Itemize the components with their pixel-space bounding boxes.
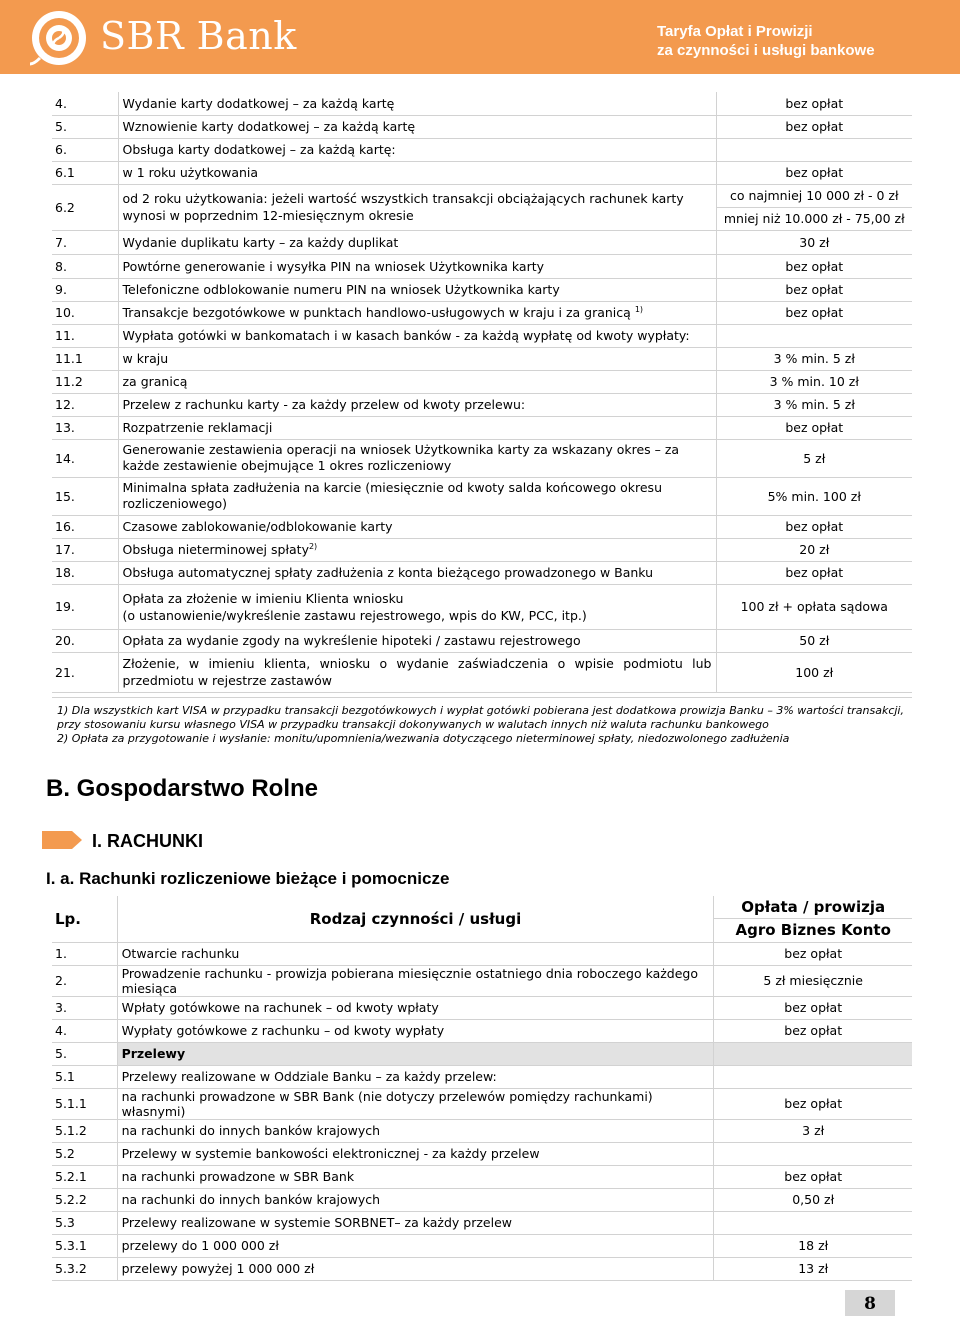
- row-fee: bez opłat: [716, 115, 912, 138]
- row-description: Przelewy realizowane w systemie SORBNET– za każdy przelew: [117, 1211, 714, 1234]
- table-row: [52, 1088, 912, 1119]
- row-fee: [714, 1211, 912, 1234]
- row-description: w kraju: [118, 347, 716, 370]
- row-number: 13.: [52, 416, 118, 439]
- table-row: [52, 1119, 912, 1142]
- row-description: Powtórne generowanie i wysyłka PIN na wniosek Użytkownika karty: [118, 254, 716, 278]
- table-row: [52, 92, 912, 115]
- table-row: [52, 1042, 912, 1065]
- row-description: Złożenie, w imieniu klienta, wniosku o wydanie zaświadczenia o wpisie podmiotu lub przedmiotu w rejestrze zastawów: [118, 652, 716, 692]
- row-number: 5.2.2: [52, 1188, 117, 1211]
- row-number: 5.1.1: [52, 1088, 117, 1119]
- row-fee: 50 zł: [716, 629, 912, 652]
- row-fee: 20 zł: [716, 538, 912, 561]
- row-number: 3.: [52, 996, 117, 1019]
- card-fees-table: [52, 92, 912, 693]
- row-fee-option-1: co najmniej 10 000 zł - 0 zł: [717, 185, 913, 208]
- row-number: 12.: [52, 393, 118, 416]
- table-header-row: [52, 896, 912, 942]
- table-row: [52, 230, 912, 254]
- row-fee: bez opłat: [716, 515, 912, 538]
- table-row: [52, 629, 912, 652]
- footnote-divider: [52, 697, 912, 698]
- table-row: [52, 1065, 912, 1088]
- row-description: Obsługa automatycznej spłaty zadłużenia z konta bieżącego prowadzonego w Banku: [118, 561, 716, 584]
- row-fee: 3 zł: [714, 1119, 912, 1142]
- table-row: [52, 184, 912, 230]
- row-number: 8.: [52, 254, 118, 278]
- row-number: 5.2.1: [52, 1165, 117, 1188]
- row-fee: [714, 1065, 912, 1088]
- row-fee: bez opłat: [716, 278, 912, 301]
- row-description: Minimalna spłata zadłużenia na karcie (miesięcznie od kwoty salda końcowego okresu rozliczeniowego): [118, 477, 716, 515]
- row-description: Przelewy w systemie bankowości elektronicznej - za każdy przelew: [117, 1142, 714, 1165]
- row-fee: 100 zł + opłata sądowa: [716, 584, 912, 629]
- table-row: [52, 1019, 912, 1042]
- table-row: [52, 965, 912, 996]
- row-number: 5.: [52, 1042, 117, 1065]
- row-fee: 100 zł: [716, 652, 912, 692]
- row-fee: 3 % min. 5 zł: [716, 347, 912, 370]
- row-number: 17.: [52, 538, 118, 561]
- row-description: za granicą: [118, 370, 716, 393]
- header-fee-title: Opłata / prowizja: [714, 896, 912, 919]
- table-row: [52, 477, 912, 515]
- table-row: [52, 1165, 912, 1188]
- row-fee: [716, 324, 912, 347]
- row-number: 5.: [52, 115, 118, 138]
- row-number: 6.2: [52, 184, 118, 230]
- row-fee: 0,50 zł: [714, 1188, 912, 1211]
- table-row: [52, 515, 912, 538]
- table-row: [52, 393, 912, 416]
- header-title-line1: Taryfa Opłat i Prowizji: [657, 23, 813, 40]
- footnotes: [57, 704, 917, 746]
- row-number: 4.: [52, 92, 118, 115]
- row-description-text: Obsługa nieterminowej spłaty: [122, 542, 309, 558]
- row-description: Obsługa karty dodatkowej – za każdą kartę:: [118, 138, 716, 161]
- row-fee: bez opłat: [716, 416, 912, 439]
- row-description: na rachunki prowadzone w SBR Bank: [117, 1165, 714, 1188]
- farm-accounts-table: [52, 896, 912, 1281]
- row-number: 5.3: [52, 1211, 117, 1234]
- row-number: 5.1.2: [52, 1119, 117, 1142]
- row-fee: 18 zł: [714, 1234, 912, 1257]
- footnote-2: 2) Opłata za przygotowanie i wysłanie: monitu/upomnienia/wezwania dotyczącego nieterminowej spłaty, niedozwolonego zadłużenia: [57, 732, 790, 745]
- row-number: 2.: [52, 965, 117, 996]
- row-description: Czasowe zablokowanie/odblokowanie karty: [118, 515, 716, 538]
- row-description: Telefoniczne odblokowanie numeru PIN na wniosek Użytkownika karty: [118, 278, 716, 301]
- table-row: [52, 115, 912, 138]
- row-description: Wypłaty gotówkowe z rachunku – od kwoty wypłaty: [117, 1019, 714, 1042]
- row-fee: 13 zł: [714, 1257, 912, 1280]
- table-row: [52, 416, 912, 439]
- row-description: przelewy powyżej 1 000 000 zł: [117, 1257, 714, 1280]
- row-number: 5.3.1: [52, 1234, 117, 1257]
- header-title: [657, 22, 875, 60]
- row-fee: bez opłat: [716, 161, 912, 184]
- row-description: Opłata za wydanie zgody na wykreślenie hipoteki / zastawu rejestrowego: [118, 629, 716, 652]
- row-description: Wydanie duplikatu karty – za każdy duplikat: [118, 230, 716, 254]
- row-fee: [714, 1142, 912, 1165]
- row-fee: bez opłat: [716, 301, 912, 324]
- row-description: od 2 roku użytkowania: jeżeli wartość wszystkich transakcji obciążających rachunek karty wynosi w poprzednim 12-miesięcznym okresie: [118, 184, 716, 230]
- row-fee: bez opłat: [714, 1165, 912, 1188]
- table-row: [52, 1211, 912, 1234]
- row-fee: bez opłat: [714, 1088, 912, 1119]
- row-number: 6.: [52, 138, 118, 161]
- row-number: 11.2: [52, 370, 118, 393]
- row-description: Przelewy: [117, 1042, 714, 1065]
- page-header: [0, 0, 960, 74]
- row-fee: 5% min. 100 zł: [716, 477, 912, 515]
- table-row: [52, 1257, 912, 1280]
- table-row: [52, 652, 912, 692]
- table-row: [52, 138, 912, 161]
- row-number: 14.: [52, 439, 118, 477]
- row-description: Prowadzenie rachunku - prowizja pobierana miesięcznie ostatniego dnia roboczego każdego miesiąca: [117, 965, 714, 996]
- row-description: na rachunki do innych banków krajowych: [117, 1188, 714, 1211]
- row-description: Generowanie zestawienia operacji na wniosek Użytkownika karty za wskazany okres – za każde zestawienie obejmujące 1 okres rozliczeniowy: [118, 439, 716, 477]
- row-description: [118, 301, 716, 324]
- row-description: Wznowienie karty dodatkowej – za każdą kartę: [118, 115, 716, 138]
- row-fee: 5 zł: [716, 439, 912, 477]
- row-fee: [714, 1042, 912, 1065]
- row-fee: bez opłat: [714, 996, 912, 1019]
- row-fee: 5 zł miesięcznie: [714, 965, 912, 996]
- page-number: 8: [845, 1290, 895, 1316]
- row-description-line1: Opłata za złożenie w imieniu Klienta wniosku: [122, 590, 404, 606]
- row-number: 19.: [52, 584, 118, 629]
- header-lp: Lp.: [52, 896, 117, 942]
- section-i-heading: I. RACHUNKI: [92, 831, 203, 851]
- bank-name: SBR Bank: [100, 14, 297, 58]
- row-fee: bez opłat: [714, 942, 912, 965]
- table-row: [52, 324, 912, 347]
- row-number: 16.: [52, 515, 118, 538]
- row-description: w 1 roku użytkowania: [118, 161, 716, 184]
- row-description: [118, 538, 716, 561]
- row-number: 11.: [52, 324, 118, 347]
- row-number: 4.: [52, 1019, 117, 1042]
- table-row: [52, 301, 912, 324]
- section-arrow-icon: [42, 829, 84, 851]
- row-number: 5.2: [52, 1142, 117, 1165]
- row-description-text: Transakcje bezgotówkowe w punktach handlowo-usługowych w kraju i za granicą: [122, 305, 631, 321]
- row-fee: [716, 138, 912, 161]
- footnote-ref: 1): [634, 304, 644, 314]
- row-fee: 3 % min. 10 zł: [716, 370, 912, 393]
- row-number: 11.1: [52, 347, 118, 370]
- row-number: 20.: [52, 629, 118, 652]
- row-description: Wpłaty gotówkowe na rachunek – od kwoty wpłaty: [117, 996, 714, 1019]
- row-fee: 3 % min. 5 zł: [716, 393, 912, 416]
- row-number: 5.1: [52, 1065, 117, 1088]
- row-number: 7.: [52, 230, 118, 254]
- table-row: [52, 1188, 912, 1211]
- section-b-heading: B. Gospodarstwo Rolne: [46, 775, 319, 802]
- table-row: [52, 538, 912, 561]
- row-description: Przelew z rachunku karty - za każdy przelew od kwoty przelewu:: [118, 393, 716, 416]
- row-description: na rachunki do innych banków krajowych: [117, 1119, 714, 1142]
- row-number: 18.: [52, 561, 118, 584]
- row-number: 9.: [52, 278, 118, 301]
- footnote-ref: 2): [308, 541, 318, 551]
- row-number: 10.: [52, 301, 118, 324]
- row-description: Rozpatrzenie reklamacji: [118, 416, 716, 439]
- table-row: [52, 1142, 912, 1165]
- row-number: 5.3.2: [52, 1257, 117, 1280]
- row-description: Otwarcie rachunku: [117, 942, 714, 965]
- table-row: [52, 161, 912, 184]
- row-fee: bez opłat: [716, 561, 912, 584]
- row-description: Wydanie karty dodatkowej – za każdą kartę: [118, 92, 716, 115]
- row-description: na rachunki prowadzone w SBR Bank (nie dotyczy przelewów pomiędzy rachunkami) własnymi): [117, 1088, 714, 1119]
- table-row: [52, 1234, 912, 1257]
- row-fee: bez opłat: [714, 1019, 912, 1042]
- section-ia-heading: I. a. Rachunki rozliczeniowe bieżące i pomocnicze: [46, 869, 450, 888]
- row-description-line2: (o ustanowienie/wykreślenie zastawu rejestrowego, wpis do KW, PCC, itp.): [122, 607, 587, 623]
- row-fee-option-2: mniej niż 10.000 zł - 75,00 zł: [723, 210, 905, 226]
- row-number: 6.1: [52, 161, 118, 184]
- row-fee: bez opłat: [716, 254, 912, 278]
- table-row: [52, 278, 912, 301]
- row-fee: 30 zł: [716, 230, 912, 254]
- row-number: 15.: [52, 477, 118, 515]
- footnote-1: 1) Dla wszystkich kart VISA w przypadku transakcji bezgotówkowych i wypłat gotówki pobierana jest dodatkowa prowizja Banku – 3% wartości transakcji, przy stosowaniu kursu własnego VISA w przypadku transakcji dokonywanych w walutach innych niż waluta rachunku bankowego: [57, 704, 904, 731]
- header-title-line2: za czynności i usługi bankowe: [657, 42, 875, 59]
- table-row: [52, 584, 912, 629]
- row-description: Wypłata gotówki w bankomatach i w kasach banków - za każdą wypłatę od kwoty wypłaty:: [118, 324, 716, 347]
- table-row: [52, 996, 912, 1019]
- row-number: 1.: [52, 942, 117, 965]
- row-number: 21.: [52, 652, 118, 692]
- row-description: [118, 584, 716, 629]
- table-row: [52, 347, 912, 370]
- rose-logo-icon: [28, 8, 90, 68]
- header-fee-account: Agro Biznes Konto: [735, 921, 891, 940]
- row-fee: bez opłat: [716, 92, 912, 115]
- table-row: [52, 439, 912, 477]
- table-row: [52, 942, 912, 965]
- header-description: Rodzaj czynności / usługi: [117, 896, 714, 942]
- row-description: przelewy do 1 000 000 zł: [117, 1234, 714, 1257]
- table-row: [52, 561, 912, 584]
- table-row: [52, 254, 912, 278]
- row-description: Przelewy realizowane w Oddziale Banku – za każdy przelew:: [117, 1065, 714, 1088]
- table-row: [52, 370, 912, 393]
